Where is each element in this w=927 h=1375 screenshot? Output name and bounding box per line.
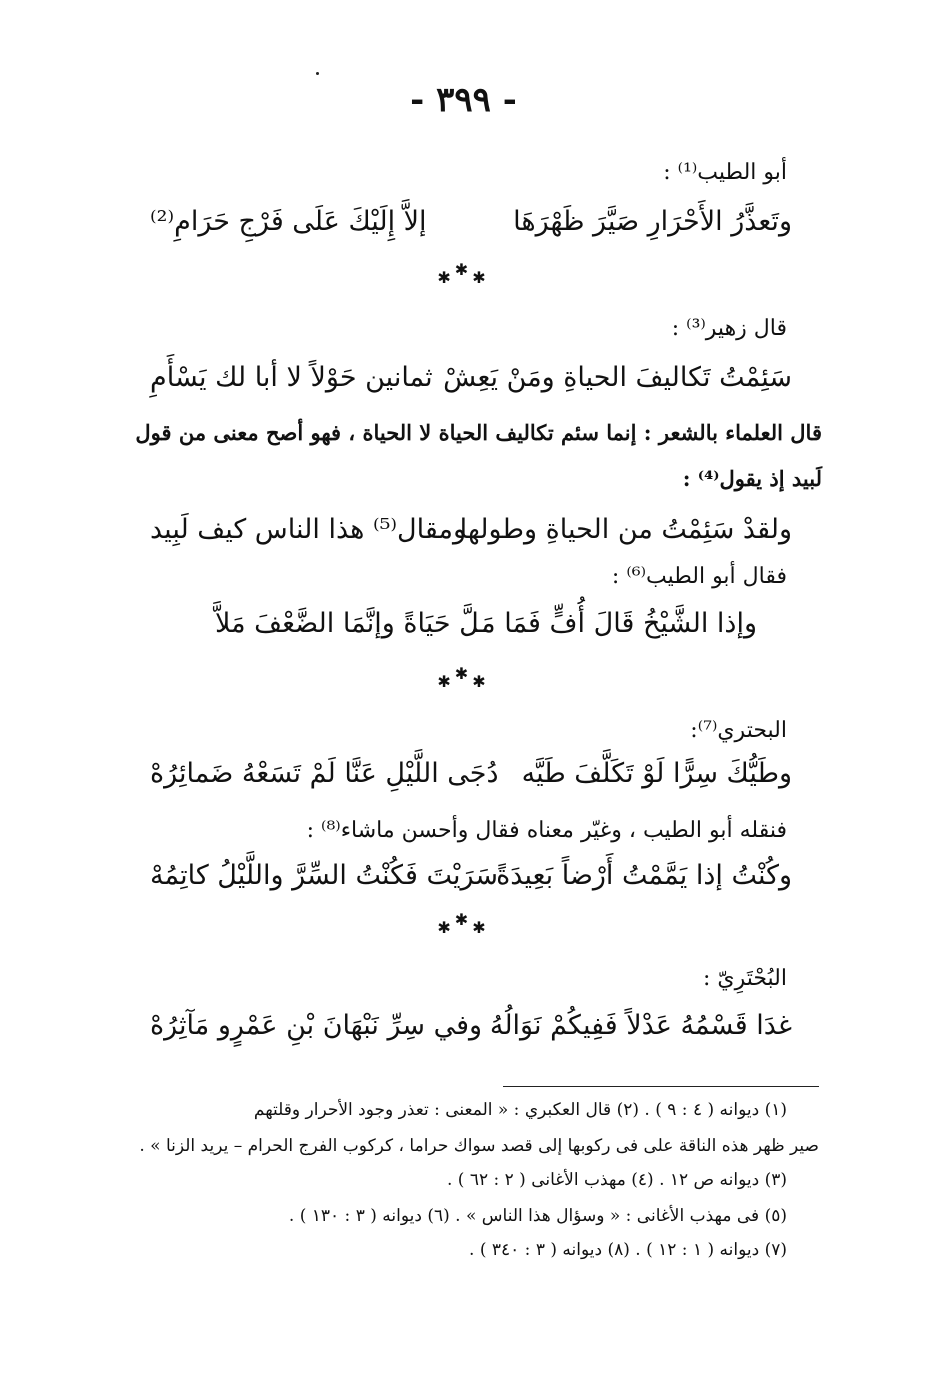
star-ornament: ✱ — [437, 268, 455, 287]
section-2-intro: قال زهير⁽³⁾ : — [671, 316, 787, 341]
section-3-intro: البحتري⁽⁷⁾: — [690, 718, 787, 743]
verse-first-hemistich: سَئِمْتُ تَكاليفَ الحياةِ ومَنْ يَعِشْ — [443, 362, 792, 393]
section-2-intro-2: فقال أبو الطيب⁽⁶⁾ : — [611, 564, 787, 589]
verse-first-hemistich: وتَعذَّرُ الأَحْرَارِ صَيَّرَ ظَهْرَهَا — [513, 206, 792, 237]
footnote-line-3: (٣) ديوانه ص ١٢ . (٤) مهذب الأغانى ( ٢ : ٦٢ ) . — [446, 1170, 787, 1190]
ink-speck — [316, 72, 319, 75]
footnote-line-4: (٥) فى مهذب الأغانى : « وسؤال هذا الناس » . (٦) ديوانه ( ٣ : ١٣٠ ) . — [288, 1206, 787, 1226]
section-1-intro: أبو الطيب⁽¹⁾ : — [663, 160, 787, 185]
section-3-verse — [150, 758, 792, 802]
star-ornament: ✱ — [472, 268, 490, 287]
section-separator-1 — [0, 260, 927, 287]
verse-second-hemistich: وفي سِرِّ نَبْهَانَ بْنِ عَمْرٍو مَآثِرُهْ — [150, 1010, 483, 1041]
verse-second-hemistich: ـلَّ حَيَاةً وإنَّمَا الضَّعْفَ مَلاَّ — [215, 608, 488, 639]
verse-first-hemistich: ولقدْ سَئِمْتُ من الحياةِ وطولها — [459, 514, 792, 545]
section-2-verse — [150, 362, 792, 406]
star-ornament: ✱ — [472, 672, 490, 691]
verse-second-hemistich: ومقال⁽⁵⁾ هذا الناس كيف لَبِيد — [150, 514, 467, 545]
footnote-line-1: (١) ديوانه ( ٤ : ٩ ) . (٢) قال العكبري : « المعنى : تعذر وجود الأحرار وقلتهم — [253, 1100, 787, 1120]
verse-second-hemistich: دُجَى اللَّيْلِ عَنَّا لَمْ تَسَعْهُ ضَمائِرُهْ — [150, 758, 499, 789]
section-2-prose-line-2: لَبيد إذ يقول⁽⁴⁾ : — [682, 466, 822, 491]
verse-first-hemistich: وإذا الشَّيْخُ قَالَ أُفٍّ فَمَا مَـ — [473, 608, 757, 639]
star-ornament: ✱ — [454, 664, 473, 683]
star-ornament: ✱ — [454, 260, 473, 279]
section-3-verse-2 — [150, 860, 792, 904]
page-number: - ٣٩٩ - — [410, 80, 517, 120]
verse-first-hemistich: وطَيُّكَ سِرًّا لَوْ تَكَلَّفَ طَيَّه — [521, 758, 792, 789]
section-4-intro: البُحْتَرِيّ : — [702, 966, 787, 991]
verse-second-hemistich: إلاَّ إِلَيْكَ عَلَى فَرْجِ حَرَامِ⁽²⁾ — [150, 206, 427, 237]
section-2-verse-2 — [150, 514, 792, 558]
section-2-verse-3 — [215, 608, 757, 652]
verse-first-hemistich: غدَا قَسْمُهُ عَدْلاً فَفِيكُمْ نَوَالُهُ — [489, 1010, 792, 1041]
verse-second-hemistich: سَرَيْتَ فَكُنْتُ السِّرَّ واللَّيْلُ كاتِمُهْ — [150, 860, 499, 891]
star-ornament: ✱ — [454, 910, 473, 929]
footnote-rule — [503, 1086, 819, 1087]
section-2-prose-line-1: قال العلماء بالشعر : إنما سئم تكاليف الحياة لا الحياة ، فهو أصح معنى من قول — [135, 420, 822, 445]
section-separator-3 — [0, 910, 927, 937]
verse-second-hemistich: ثمانين حَوْلاً لا أبا لك يَسْأَمِ — [150, 362, 433, 393]
verse-first-hemistich: وكُنْتُ إذا يَمَّمْتُ أَرْضاً بَعِيدَةً — [496, 860, 792, 891]
star-ornament: ✱ — [437, 672, 455, 691]
star-ornament: ✱ — [472, 918, 490, 937]
section-separator-2 — [0, 664, 927, 691]
footnote-line-5: (٧) ديوانه ( ١ : ١٢ ) . (٨) ديوانه ( ٣ : ٣٤٠ ) . — [469, 1240, 787, 1260]
section-3-intro-2: فنقله أبو الطيب ، وغيّر معناه فقال وأحسن ماشاء⁽⁸⁾ : — [306, 818, 787, 843]
footnote-line-2: صير ظهر هذه الناقة على فى ركوبها إلى قصد سواك حراما ، كركوب الفرج الحرام – يريد الزنا » . — [139, 1136, 819, 1156]
star-ornament: ✱ — [437, 918, 455, 937]
section-1-verse — [150, 206, 792, 250]
section-4-verse — [150, 1010, 792, 1054]
